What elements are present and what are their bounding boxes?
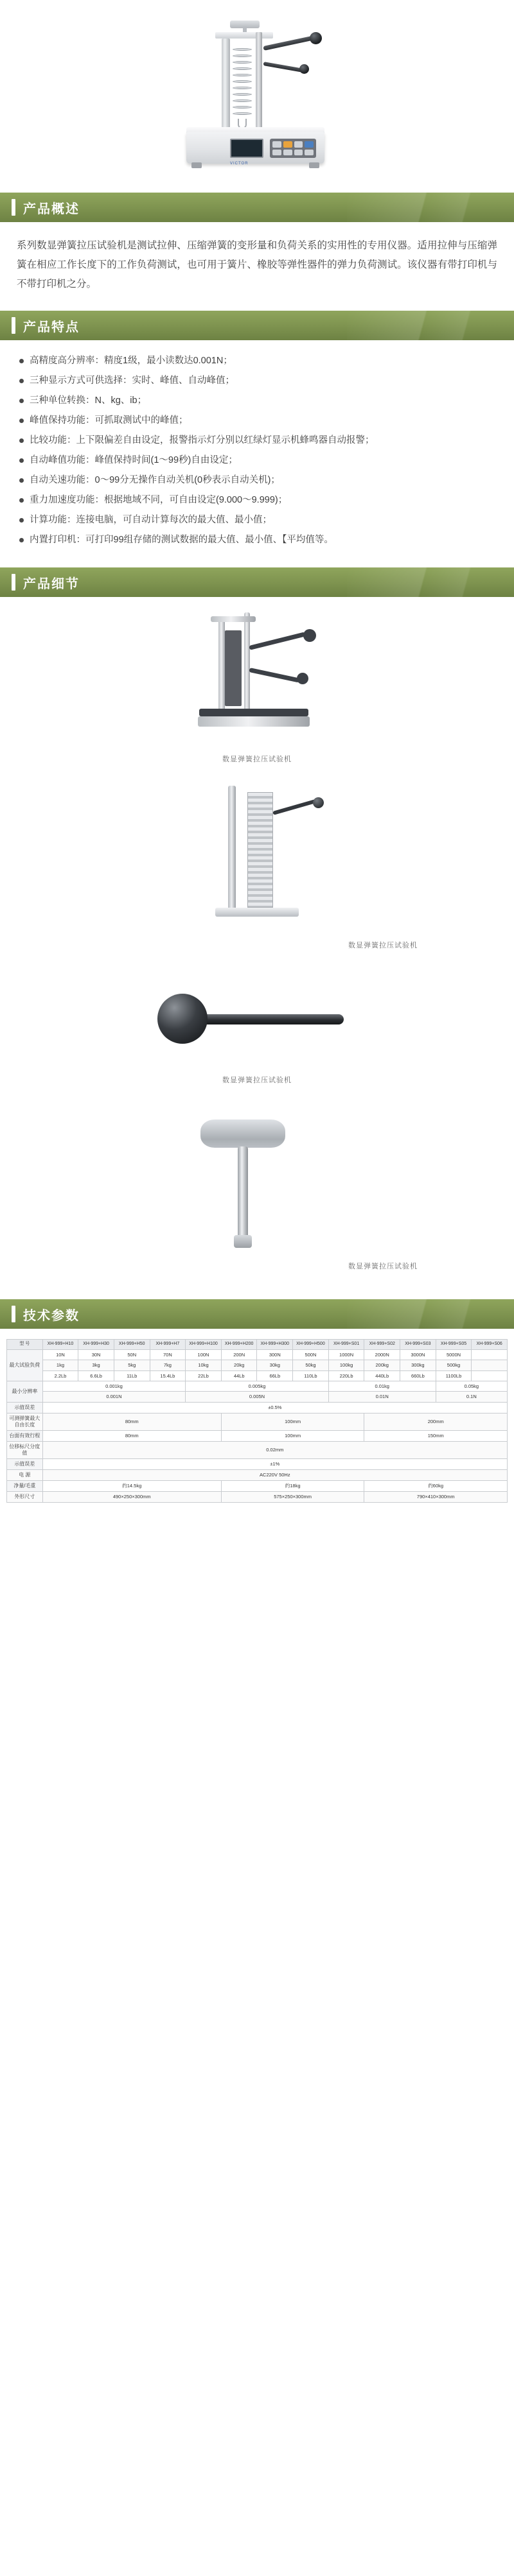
cell: 2000N xyxy=(364,1349,400,1360)
brand-logo: VICTOR xyxy=(230,162,249,166)
detail-caption: 数显弹簧拉压试验机 xyxy=(348,1263,418,1270)
cell: 500N xyxy=(293,1349,329,1360)
header-decoration xyxy=(347,567,514,597)
detail-gallery xyxy=(0,597,514,1299)
lower-lever-knob xyxy=(297,673,308,684)
cell: 300kg xyxy=(400,1360,436,1370)
handle-rod xyxy=(196,1014,344,1024)
section-header-specs xyxy=(0,1299,514,1329)
list-item: 计算功能：连接电脑，可自动计算每次的最大值、最小值； xyxy=(19,511,497,530)
cell: 70N xyxy=(150,1349,186,1360)
cell: 1kg xyxy=(42,1360,78,1370)
cell: 575×250×300mm xyxy=(221,1491,364,1502)
keypad-key[interactable] xyxy=(272,141,281,148)
cell: ±1% xyxy=(42,1458,507,1469)
left-column xyxy=(222,39,230,130)
base-foot xyxy=(191,162,202,168)
cell: 0.05kg xyxy=(436,1381,507,1391)
cell: 220Lb xyxy=(328,1370,364,1381)
section-header-details xyxy=(0,567,514,597)
cell xyxy=(472,1360,508,1370)
cell: AC220V 50Hz xyxy=(42,1469,507,1480)
keypad-key[interactable] xyxy=(305,150,314,156)
digital-display-screen xyxy=(230,139,263,158)
keypad-key[interactable] xyxy=(283,150,292,156)
section-header-overview xyxy=(0,193,514,222)
cell: 11Lb xyxy=(114,1370,150,1381)
row-label-displacement-error: 示值误差 xyxy=(7,1458,43,1469)
cell: 100mm xyxy=(221,1430,364,1441)
detail-caption: 数显弹簧拉压试验机 xyxy=(222,756,292,763)
detail-item xyxy=(0,786,514,950)
col-s03: XH-999+S03 xyxy=(400,1340,436,1350)
col-h300: XH-999+H300 xyxy=(257,1340,293,1350)
lever-arm xyxy=(272,799,317,815)
cell: 0.005N xyxy=(186,1392,329,1402)
row-label-power: 电 源 xyxy=(7,1469,43,1480)
detail-photo-lever-handle xyxy=(151,972,363,1068)
upper-lever-knob xyxy=(303,629,316,642)
header-accent-bar xyxy=(12,317,15,334)
table-row xyxy=(7,1441,508,1458)
base-plate xyxy=(215,908,299,917)
row-label-max-free-length: 可测弹簧最大自由长度 xyxy=(7,1413,43,1430)
cell: 0.01N xyxy=(328,1392,436,1402)
control-keypad[interactable] xyxy=(270,139,316,158)
detail-item xyxy=(0,612,514,764)
top-plate xyxy=(215,32,273,39)
keypad-key[interactable] xyxy=(272,150,281,156)
cell: 30kg xyxy=(257,1360,293,1370)
keypad-key[interactable] xyxy=(294,141,303,148)
row-label-load-error: 示值误差 xyxy=(7,1402,43,1413)
detail-photo-column-assembly xyxy=(177,786,337,933)
list-item: 峰值保持功能：可抓取测试中的峰值； xyxy=(19,411,497,430)
header-accent-bar xyxy=(12,574,15,591)
cell: 20kg xyxy=(221,1360,257,1370)
platen-shaft xyxy=(238,1146,248,1243)
table-row xyxy=(7,1413,508,1430)
spec-table xyxy=(6,1339,508,1503)
table-row xyxy=(7,1458,508,1469)
vertical-column xyxy=(228,786,236,914)
cell: 80mm xyxy=(42,1430,221,1441)
cell: 30N xyxy=(78,1349,114,1360)
test-spring xyxy=(233,48,252,119)
detail-photo-compression-platen xyxy=(161,1107,353,1254)
header-decoration xyxy=(347,311,514,340)
keypad-key-accent[interactable] xyxy=(305,141,314,148)
table-row xyxy=(7,1480,508,1491)
cell: 150mm xyxy=(364,1430,508,1441)
list-item: 自动峰值功能：峰值保持时间(1～99秒)自由设定； xyxy=(19,451,497,470)
keypad-key-highlight[interactable] xyxy=(283,141,292,148)
cell: 200mm xyxy=(364,1413,508,1430)
cell: 3kg xyxy=(78,1360,114,1370)
detail-item xyxy=(0,1107,514,1271)
cell: 10kg xyxy=(186,1360,222,1370)
header-decoration xyxy=(347,193,514,222)
cell: 10N xyxy=(42,1349,78,1360)
row-label-scale-division: 位移标尺分度值 xyxy=(7,1441,43,1458)
upper-lever-arm xyxy=(249,632,306,650)
section-title-overview: 产品概述 xyxy=(23,202,80,216)
base-foot xyxy=(309,162,319,168)
vertical-column xyxy=(218,619,225,715)
cell: ±0.5% xyxy=(42,1402,507,1413)
section-title-features: 产品特点 xyxy=(23,320,80,334)
col-h500: XH-999+H500 xyxy=(293,1340,329,1350)
cell: 500kg xyxy=(436,1360,472,1370)
hero-product-photo xyxy=(0,0,514,193)
base-bar xyxy=(199,709,308,716)
cell: 0.02mm xyxy=(42,1441,507,1458)
detail-caption: 数显弹簧拉压试验机 xyxy=(348,942,418,949)
header-decoration xyxy=(347,1299,514,1329)
header-accent-bar xyxy=(12,1306,15,1322)
top-bracket xyxy=(211,616,256,622)
col-s06: XH-999+S06 xyxy=(472,1340,508,1350)
table-header-row xyxy=(7,1340,508,1350)
table-row xyxy=(7,1402,508,1413)
scale-window xyxy=(225,630,242,706)
guide-rod xyxy=(244,612,250,715)
base-plate xyxy=(198,716,310,727)
col-model: 型 号 xyxy=(7,1340,43,1350)
cell: 44Lb xyxy=(221,1370,257,1381)
cell: 100N xyxy=(186,1349,222,1360)
cell: 0.01kg xyxy=(328,1381,436,1391)
table-row xyxy=(7,1349,508,1360)
cell: 约18kg xyxy=(221,1480,364,1491)
col-h100: XH-999+H100 xyxy=(186,1340,222,1350)
list-item: 比较功能：上下限偏差自由设定，报警指示灯分别以红绿灯显示机蜂鸣器自动报警； xyxy=(19,431,497,450)
cell: 2.2Lb xyxy=(42,1370,78,1381)
list-item: 三种显示方式可供选择：实时、峰值、自动峰值； xyxy=(19,372,497,390)
lower-lever-arm xyxy=(249,668,300,682)
table-row xyxy=(7,1491,508,1502)
features-list-wrapper xyxy=(0,340,514,567)
table-row xyxy=(7,1370,508,1381)
cell: 110Lb xyxy=(293,1370,329,1381)
cell xyxy=(472,1349,508,1360)
col-s02: XH-999+S02 xyxy=(364,1340,400,1350)
section-header-features xyxy=(0,311,514,340)
col-h30: XH-999+H30 xyxy=(78,1340,114,1350)
platen-tip xyxy=(234,1235,252,1248)
list-item: 重力加速度功能：根据地域不同，可自由设定(9.000～9.999)； xyxy=(19,491,497,510)
list-item: 自动关速功能：0～99分无操作自动关机(0秒表示自动关机)； xyxy=(19,471,497,490)
detail-caption: 数显弹簧拉压试验机 xyxy=(222,1076,292,1084)
lever-knob xyxy=(313,797,324,808)
cell: 0.001N xyxy=(42,1392,186,1402)
list-item: 高精度高分辨率：精度1级，最小读数达0.001N； xyxy=(19,352,497,370)
cell: 5kg xyxy=(114,1360,150,1370)
cell: 约60kg xyxy=(364,1480,508,1491)
cell: 0.001kg xyxy=(42,1381,186,1391)
table-row xyxy=(7,1360,508,1370)
overview-paragraph: 系列数显弹簧拉压试验机是测试拉伸、压缩弹簧的变形量和负荷关系的实用性的专用仪器。适用拉伸与压缩弹簧在相应工作长度下的工作负荷测试，也可用于簧片、橡胶等弹性器件的弹力负荷测试。该仪器有带打印机与不带打印机之分。 xyxy=(17,240,497,290)
spec-table-wrapper xyxy=(0,1329,514,1522)
cell: 200kg xyxy=(364,1360,400,1370)
cell: 0.005kg xyxy=(186,1381,329,1391)
cell: 790×410×300mm xyxy=(364,1491,508,1502)
cell: 6.6Lb xyxy=(78,1370,114,1381)
lower-lever-knob xyxy=(299,64,309,74)
row-label-max-load: 最大试验负荷 xyxy=(7,1349,43,1381)
cell: 0.1N xyxy=(436,1392,507,1402)
detail-item xyxy=(0,972,514,1085)
keypad-key[interactable] xyxy=(294,150,303,156)
col-s05: XH-999+S05 xyxy=(436,1340,472,1350)
spring-coil xyxy=(247,792,273,908)
cell: 490×250×300mm xyxy=(42,1491,221,1502)
handle-ball-knob xyxy=(157,994,208,1044)
list-item: 内置打印机：可打印99组存储的测试数据的最大值、最小值、【平均值等。 xyxy=(19,531,497,549)
cell: 1000N xyxy=(328,1349,364,1360)
cell: 50kg xyxy=(293,1360,329,1370)
lower-lever-arm xyxy=(263,62,303,73)
header-accent-bar xyxy=(12,199,15,216)
col-h200: XH-999+H200 xyxy=(221,1340,257,1350)
cell: 300N xyxy=(257,1349,293,1360)
table-row xyxy=(7,1469,508,1480)
platen-head xyxy=(200,1119,285,1148)
cell: 100kg xyxy=(328,1360,364,1370)
col-h50: XH-999+H50 xyxy=(114,1340,150,1350)
section-title-details: 产品细节 xyxy=(23,576,80,591)
detail-photo-full-machine xyxy=(161,612,353,747)
cell: 约14.5kg xyxy=(42,1480,221,1491)
table-row xyxy=(7,1430,508,1441)
row-label-effective-stroke: 台面有效行程 xyxy=(7,1430,43,1441)
cell: 66Lb xyxy=(257,1370,293,1381)
features-list xyxy=(19,352,497,549)
cell: 5000N xyxy=(436,1349,472,1360)
cell: 15.4Lb xyxy=(150,1370,186,1381)
list-item: 三种单位转换：N、kg、ib； xyxy=(19,392,497,410)
cell: 100mm xyxy=(221,1413,364,1430)
right-column xyxy=(256,32,262,130)
row-label-dimensions: 外形尺寸 xyxy=(7,1491,43,1502)
spring-tension-tester-illustration xyxy=(161,13,353,180)
cell: 440Lb xyxy=(364,1370,400,1381)
col-h10: XH-999+H10 xyxy=(42,1340,78,1350)
cell xyxy=(472,1370,508,1381)
cell: 80mm xyxy=(42,1413,221,1430)
cell: 7kg xyxy=(150,1360,186,1370)
cell: 3000N xyxy=(400,1349,436,1360)
row-label-resolution: 最小分辨率 xyxy=(7,1381,43,1402)
cell: 660Lb xyxy=(400,1370,436,1381)
upper-lever-knob xyxy=(310,32,322,44)
table-row xyxy=(7,1381,508,1391)
col-s01: XH-999+S01 xyxy=(328,1340,364,1350)
row-label-weight: 净量/毛重 xyxy=(7,1480,43,1491)
cell: 22Lb xyxy=(186,1370,222,1381)
cell: 50N xyxy=(114,1349,150,1360)
col-h7: XH-999+H7 xyxy=(150,1340,186,1350)
cell: 200N xyxy=(221,1349,257,1360)
section-title-specs: 技术参数 xyxy=(23,1308,80,1323)
table-row xyxy=(7,1392,508,1402)
cell: 1100Lb xyxy=(436,1370,472,1381)
